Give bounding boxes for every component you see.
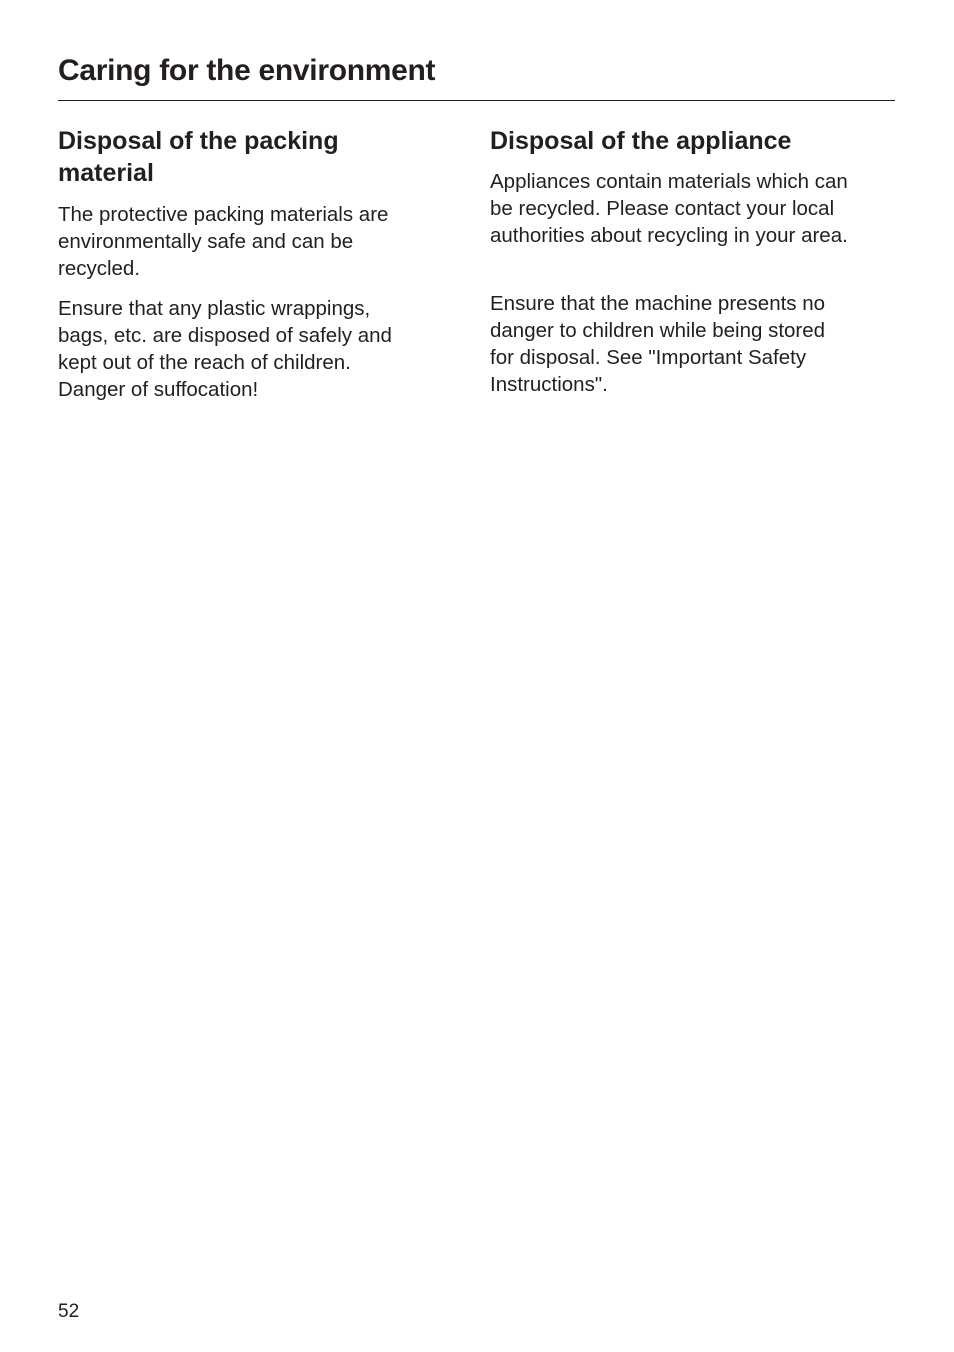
text-line: Ensure that any plastic wrappings, <box>58 297 371 320</box>
packing-recyclable-paragraph <box>58 201 458 282</box>
suffocation-warning-paragraph <box>58 295 458 403</box>
packing-disposal-heading <box>58 125 458 189</box>
text-line: danger to children while being stored <box>490 319 826 342</box>
appliance-disposal-section <box>490 125 900 398</box>
packing-disposal-section <box>58 125 458 403</box>
appliance-disposal-heading <box>490 125 900 157</box>
text-line: recycled. <box>58 257 141 280</box>
text-line: authorities about recycling in your area. <box>490 224 848 247</box>
title-divider <box>58 100 895 101</box>
heading-line: material <box>58 159 154 187</box>
text-line: for disposal. See "Important Safety <box>490 346 807 369</box>
text-line: Ensure that the machine presents no <box>490 292 826 315</box>
heading-line: Disposal of the appliance <box>490 127 792 155</box>
text-line: Appliances contain materials which can <box>490 170 848 193</box>
text-line: kept out of the reach of children. <box>58 351 351 374</box>
text-line: environmentally safe and can be <box>58 230 354 253</box>
text-line: be recycled. Please contact your local <box>490 197 835 220</box>
child-safety-paragraph <box>490 290 900 398</box>
page-number: 52 <box>58 1301 80 1322</box>
text-line: Instructions". <box>490 373 608 396</box>
heading-line: Disposal of the packing <box>58 127 339 155</box>
text-line: Danger of suffocation! <box>58 378 259 401</box>
recycling-contact-paragraph <box>490 168 900 249</box>
text-line: bags, etc. are disposed of safely and <box>58 324 392 347</box>
text-line: The protective packing materials are <box>58 203 389 226</box>
page-title: Caring for the environment <box>58 54 436 87</box>
